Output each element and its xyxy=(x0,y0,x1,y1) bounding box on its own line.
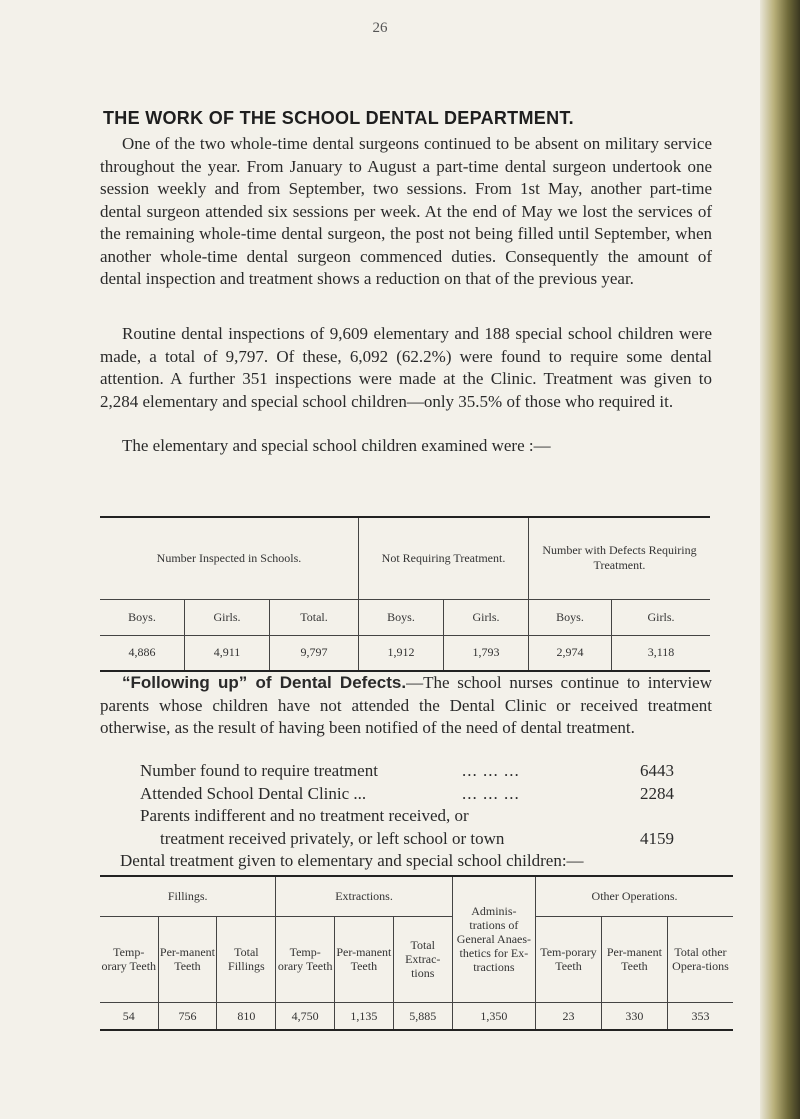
value-cell: 810 xyxy=(217,1002,276,1030)
follow-up-label: Parents indifferent and no treatment received, or xyxy=(140,806,469,825)
header-cell: Per-manent Teeth xyxy=(334,916,393,1002)
paragraph-following-up xyxy=(100,672,712,740)
value-cell: 330 xyxy=(601,1002,667,1030)
header-anaesthetics: Adminis-trations of General Anaes-thetics for Ex-tractions xyxy=(452,876,535,1002)
header-cell: Per-manent Teeth xyxy=(601,916,667,1002)
value-cell: 54 xyxy=(100,1002,158,1030)
paragraph-inspections: Routine dental inspections of 9,609 elementary and 188 special school children were made, a total of 9,797. Of these, 6,092 (62.2%) were found to require some dental attention. A further 351 inspections were made at the Clinic. Treatment was given to 2,284 elementary and special school children—only 35.5% of those who required it. xyxy=(100,324,712,411)
section-heading: THE WORK OF THE SCHOOL DENTAL DEPARTMENT. xyxy=(103,108,574,128)
follow-up-row xyxy=(140,783,730,806)
page-edge-shadow xyxy=(760,0,800,1119)
header-cell: Total other Opera-tions xyxy=(667,916,733,1002)
header-inspected: Number Inspected in Schools. xyxy=(100,517,359,599)
header-cell: Girls. xyxy=(444,599,529,635)
value-cell: 756 xyxy=(158,1002,217,1030)
paragraph-examined-intro: The elementary and special school children examined were :— xyxy=(122,436,551,455)
header-cell: Girls. xyxy=(612,599,711,635)
follow-up-row xyxy=(140,805,730,828)
value-cell: 4,911 xyxy=(185,635,270,671)
header-cell: Boys. xyxy=(529,599,612,635)
value-cell: 2,974 xyxy=(529,635,612,671)
page-number: 26 xyxy=(372,20,388,36)
header-cell: Girls. xyxy=(185,599,270,635)
value-cell: 5,885 xyxy=(393,1002,452,1030)
leader-dots: ... ... ... xyxy=(462,761,520,780)
header-cell: Per-manent Teeth xyxy=(158,916,217,1002)
header-cell: Total Fillings xyxy=(217,916,276,1002)
treatment-table xyxy=(100,875,733,1031)
follow-up-list xyxy=(140,760,730,850)
value-cell: 1,912 xyxy=(359,635,444,671)
paragraph-staffing: One of the two whole-time dental surgeons continued to be absent on military service throughout the year. From January to August a part-time dental surgeon undertook one session weekly and from September, two sessions. From 1st May, another part-time dental surgeon attended six sessions per week. At the end of May we lost the services of the remaining whole-time dental surgeon, the post not being filled until September, when another whole-time dental surgeon commenced duties. Consequently the amount of dental inspection and treatment shows a reduction on that of the previous year. xyxy=(100,134,712,288)
value-cell: 1,793 xyxy=(444,635,529,671)
header-cell: Temp-orary Teeth xyxy=(100,916,158,1002)
value-cell: 1,350 xyxy=(452,1002,535,1030)
header-extractions: Extractions. xyxy=(276,876,452,916)
examined-table xyxy=(100,516,710,672)
header-cell: Total. xyxy=(270,599,359,635)
header-other-operations: Other Operations. xyxy=(536,876,733,916)
follow-up-label: Attended School Dental Clinic ... xyxy=(140,783,367,803)
follow-up-label: treatment received privately, or left school or town xyxy=(160,828,505,848)
header-cell: Boys. xyxy=(100,599,185,635)
follow-up-row xyxy=(140,828,730,851)
value-cell: 4,886 xyxy=(100,635,185,671)
follow-up-label: Number found to require treatment xyxy=(140,761,378,780)
value-cell: 23 xyxy=(536,1002,602,1030)
follow-up-row xyxy=(140,760,730,783)
header-cell: Tem-porary Teeth xyxy=(536,916,602,1002)
header-not-requiring: Not Requiring Treatment. xyxy=(359,517,529,599)
follow-up-value: 6443 xyxy=(640,761,674,780)
following-up-text: —The school nurses continue to interview parents whose children have not attended the Dental Clinic or received treatment otherwise, as the result of having been notified of the need of dental treatment. xyxy=(100,673,712,737)
follow-up-value: 2284 xyxy=(640,783,674,803)
header-defects: Number with Defects Requiring Treatment. xyxy=(529,517,711,599)
header-cell: Total Extrac-tions xyxy=(393,916,452,1002)
header-cell: Boys. xyxy=(359,599,444,635)
follow-up-value: 4159 xyxy=(640,828,674,848)
header-fillings: Fillings. xyxy=(100,876,276,916)
following-up-title: “Following up” of Dental Defects. xyxy=(122,673,407,692)
treatment-given-line: Dental treatment given to elementary and special school children:— xyxy=(120,851,584,870)
value-cell: 1,135 xyxy=(334,1002,393,1030)
header-cell: Temp-orary Teeth xyxy=(276,916,335,1002)
value-cell: 353 xyxy=(667,1002,733,1030)
value-cell: 4,750 xyxy=(276,1002,335,1030)
leader-dots: ... ... ... xyxy=(462,783,520,803)
value-cell: 9,797 xyxy=(270,635,359,671)
value-cell: 3,118 xyxy=(612,635,711,671)
